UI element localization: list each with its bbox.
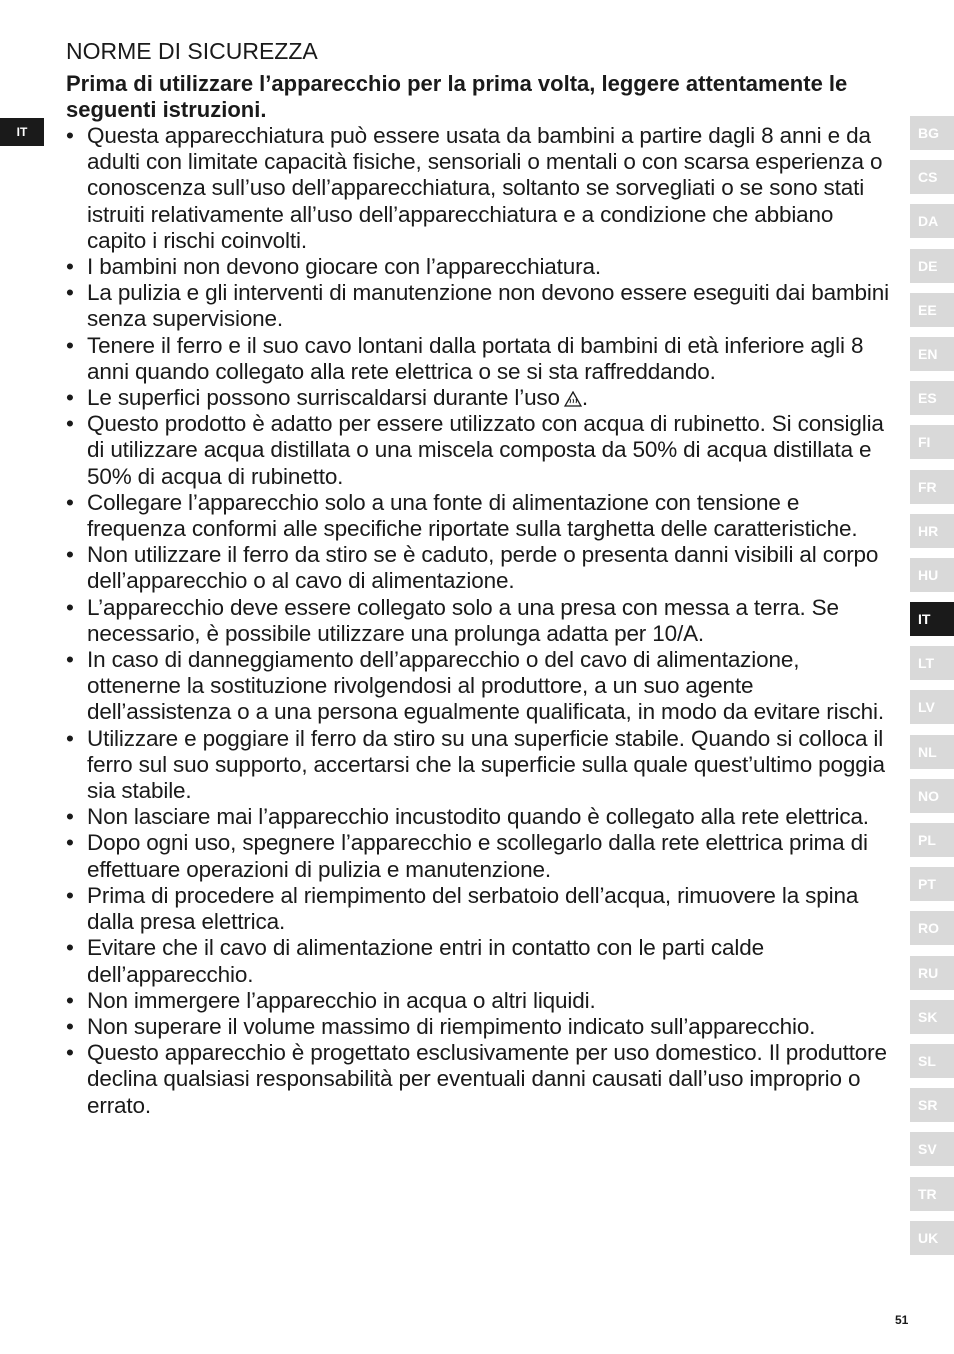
- safety-rule-text: Non lasciare mai l’apparecchio incustodito quando è collegato alla rete elettrica.: [87, 804, 869, 830]
- safety-rule-item: [66, 1014, 892, 1040]
- safety-rule-text: Non immergere l’apparecchio in acqua o altri liquidi.: [87, 987, 596, 1013]
- bullet-marker: •: [66, 594, 74, 620]
- safety-rule-text: Evitare che il cavo di alimentazione entri in contatto con le parti calde dell’apparecchio.: [87, 935, 764, 987]
- bullet-marker: •: [66, 935, 74, 961]
- sentence-end: .: [581, 385, 589, 411]
- bullet-marker: •: [66, 987, 74, 1013]
- safety-rule-text: Utilizzare e poggiare il ferro da stiro su una superficie stabile. Quando si colloca il ferro sul suo supporto, accertarsi che la superficie sulla quale quest’ultimo poggia sia stabile.: [87, 725, 885, 804]
- language-tab-de[interactable]: DE: [910, 249, 954, 283]
- safety-rule-text: Questo prodotto è adatto per essere utilizzato con acqua di rubinetto. Si consiglia di utilizzare acqua distillata o una miscela composta da 50% di acqua distillata e 50% di acqua di rubinetto.: [87, 411, 884, 489]
- safety-rule-item: [66, 1040, 892, 1119]
- bullet-marker: •: [66, 385, 74, 411]
- safety-rule-text: Le superfici possono surriscaldarsi durante l’uso: [87, 385, 560, 411]
- safety-rule-text: Prima di procedere al riempimento del serbatoio dell’acqua, rimuovere la spina dalla presa elettrica.: [87, 882, 859, 935]
- safety-rule-item: [66, 333, 892, 385]
- safety-rule-text: Collegare l’apparecchio solo a una fonte di alimentazione con tensione e frequenza conformi alle specifiche riportate sulla targhetta delle caratteristiche.: [87, 489, 858, 542]
- language-tab-fr[interactable]: FR: [910, 470, 954, 504]
- safety-rule-item: [66, 411, 892, 490]
- language-tab-sv[interactable]: SV: [910, 1132, 954, 1166]
- safety-rule-item: [66, 542, 892, 594]
- bullet-marker: •: [66, 804, 74, 830]
- bullet-marker: •: [66, 489, 74, 515]
- language-tab-sl[interactable]: SL: [910, 1044, 954, 1078]
- language-tab-lv[interactable]: LV: [910, 690, 954, 724]
- bullet-marker: •: [66, 280, 74, 306]
- bullet-marker: •: [66, 332, 74, 358]
- language-tab-sr[interactable]: SR: [910, 1088, 954, 1122]
- language-tab-ro[interactable]: RO: [910, 911, 954, 945]
- safety-rule-item: [66, 647, 892, 726]
- language-tab-fi[interactable]: FI: [910, 425, 954, 459]
- bullet-marker: •: [66, 542, 74, 568]
- intro-instruction: Prima di utilizzare l’apparecchio per la prima volta, leggere attentamente le seguenti istruzioni.: [66, 71, 848, 122]
- language-tab-nl[interactable]: NL: [910, 735, 954, 769]
- safety-rules-list: [66, 123, 892, 1119]
- safety-rule-text: Non utilizzare il ferro da stiro se è caduto, perde o presenta danni visibili al corpo dell’apparecchio o al cavo di alimentazione.: [87, 542, 879, 594]
- language-tab-da[interactable]: DA: [910, 204, 954, 238]
- language-tab-pt[interactable]: PT: [910, 867, 954, 901]
- section-title: NORME DI SICUREZZA: [66, 38, 318, 64]
- language-tab-en[interactable]: EN: [910, 337, 954, 371]
- language-tab-lt[interactable]: LT: [910, 646, 954, 680]
- language-tab-ru[interactable]: RU: [910, 956, 954, 990]
- language-tab-hr[interactable]: HR: [910, 514, 954, 548]
- bullet-marker: •: [66, 647, 74, 673]
- safety-rule-text: Non superare il volume massimo di riempimento indicato sull’apparecchio.: [87, 1013, 816, 1039]
- page-number: 51: [895, 1313, 909, 1327]
- safety-rule-text: Questa apparecchiatura può essere usata da bambini a partire dagli 8 anni e da adulti con limitate capacità fisiche, sensoriali o mentali o con scarsa esperienza o conoscenza sull’uso dell’apparecchiatura, soltanto se sorvegliati o se sono stati istruiti relativamente all’uso dell’apparecchiatura e a condizione che abbiano capito i rischi coinvolti.: [87, 123, 883, 253]
- safety-rule-item: [66, 830, 892, 882]
- main-content: [66, 37, 892, 1119]
- language-tab-es[interactable]: ES: [910, 381, 954, 415]
- safety-rule-text: Tenere il ferro e il suo cavo lontani dalla portata di bambini di età inferiore agli 8 anni quando collegato alla rete elettrica o se si sta raffreddando.: [87, 332, 864, 384]
- safety-rule-item: [66, 988, 892, 1014]
- language-side-tab: IT: [0, 118, 44, 146]
- bullet-marker: •: [66, 830, 74, 856]
- bullet-marker: •: [66, 725, 74, 751]
- safety-rule-item: [66, 883, 892, 935]
- safety-rule-text: La pulizia e gli interventi di manutenzione non devono essere eseguiti dai bambini senza supervisione.: [87, 280, 889, 332]
- language-tab-it[interactable]: IT: [910, 602, 954, 636]
- language-tab-cs[interactable]: CS: [910, 160, 954, 194]
- language-tab-pl[interactable]: PL: [910, 823, 954, 857]
- hot-surface-warning-icon: [564, 387, 582, 403]
- safety-rule-item: [66, 280, 892, 332]
- bullet-marker: •: [66, 123, 74, 148]
- safety-rule-item: [66, 804, 892, 830]
- language-tab-hu[interactable]: HU: [910, 558, 954, 592]
- bullet-marker: •: [66, 882, 74, 908]
- language-tab-no[interactable]: NO: [910, 779, 954, 813]
- bullet-marker: •: [66, 411, 74, 437]
- safety-rule-item: [66, 385, 892, 411]
- bullet-marker: •: [66, 1040, 74, 1066]
- language-tab-ee[interactable]: EE: [910, 293, 954, 327]
- language-tab-uk[interactable]: UK: [910, 1221, 954, 1255]
- safety-rule-item: [66, 726, 892, 805]
- language-tab-bg[interactable]: BG: [910, 116, 954, 150]
- safety-rule-text: L’apparecchio deve essere collegato solo a una presa con messa a terra. Se necessario, è possibile utilizzare una prolunga adatta per 10/A.: [87, 594, 839, 646]
- bullet-marker: •: [66, 254, 74, 280]
- bullet-marker: •: [66, 1013, 74, 1039]
- language-tab-tr[interactable]: TR: [910, 1177, 954, 1211]
- safety-rule-item: [66, 595, 892, 647]
- safety-rule-text: I bambini non devono giocare con l’apparecchiatura.: [87, 254, 601, 280]
- safety-rule-item: [66, 123, 892, 254]
- safety-rule-item: [66, 254, 892, 280]
- language-navigation: [910, 116, 954, 1265]
- safety-rule-text: In caso di danneggiamento dell’apparecchio o del cavo di alimentazione, ottenerne la sostituzione rivolgendosi al produttore, a un suo agente dell’assistenza o a una persona egualmente qualificata, in modo da evitare rischi.: [87, 647, 884, 725]
- safety-rule-text: Questo apparecchio è progettato esclusivamente per uso domestico. Il produttore declina qualsiasi responsabilità per eventuali danni causati dall’uso improprio o errato.: [87, 1040, 887, 1118]
- language-tab-sk[interactable]: SK: [910, 1000, 954, 1034]
- safety-rule-item: [66, 935, 892, 987]
- safety-rule-item: [66, 490, 892, 542]
- safety-rule-text: Dopo ogni uso, spegnere l’apparecchio e scollegarlo dalla rete elettrica prima di effettuare operazioni di pulizia e manutenzione.: [87, 830, 868, 882]
